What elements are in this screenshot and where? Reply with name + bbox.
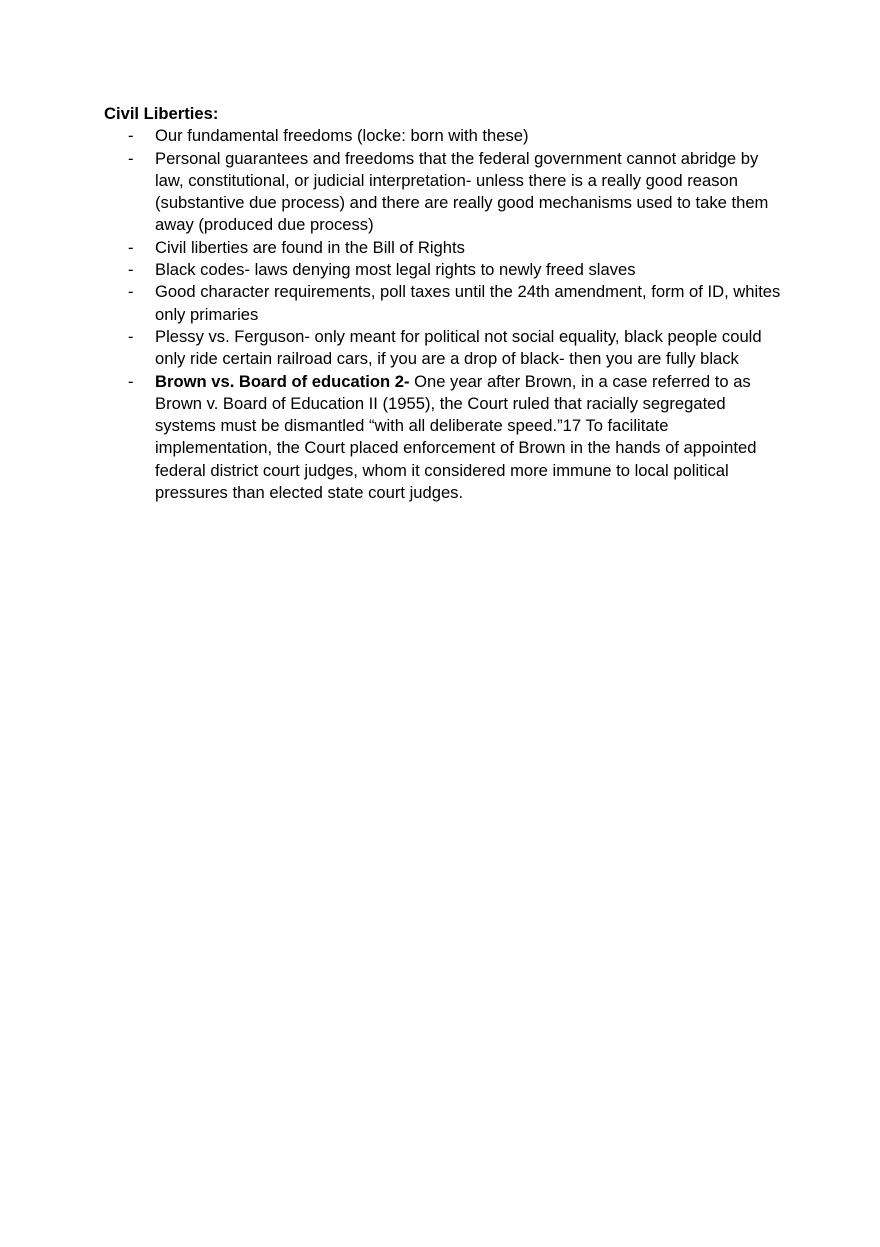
bullet-dash: - — [128, 237, 134, 257]
bullet-dash: - — [128, 148, 134, 168]
list-item-text: One year after Brown, in a case referred to as Brown v. Board of Education II (1955), the Court ruled that racially segregated systems must be dismantled “with all deliberate speed.”17 To facilitate implementation, the Court placed enforcement of Brown in the hands of appointed federal district court judges, whom it considered more immune to local political pressures than elected state court judges. — [155, 371, 757, 503]
bullet-dash: - — [128, 326, 134, 346]
bullet-dash: - — [128, 371, 134, 391]
list-item-text: Black codes- laws denying most legal rights to newly freed slaves — [155, 260, 636, 280]
list-item — [104, 125, 784, 147]
list-item-text: Plessy vs. Ferguson- only meant for political not social equality, black people could only ride certain railroad cars, if you are a drop of black- then you are fully black — [155, 326, 762, 369]
bullet-dash: - — [128, 126, 134, 146]
notes-list — [104, 125, 784, 504]
list-item — [104, 371, 784, 505]
list-item-text: Good character requirements, poll taxes until the 24th amendment, form of ID, whites only primaries — [155, 282, 781, 324]
document-body — [104, 103, 784, 504]
list-item — [104, 148, 784, 237]
list-item-bold-lead: Brown vs. Board of education 2- — [155, 371, 410, 391]
bullet-dash: - — [128, 282, 134, 302]
section-heading: Civil Liberties: — [104, 104, 219, 123]
list-item — [104, 259, 784, 281]
bullet-dash: - — [128, 260, 134, 280]
list-item-text: Our fundamental freedoms (locke: born with these) — [155, 126, 529, 146]
list-item — [104, 281, 784, 326]
list-item — [104, 326, 784, 371]
list-item — [104, 237, 784, 259]
list-item-text: Personal guarantees and freedoms that the federal government cannot abridge by law, constitutional, or judicial interpretation- unless there is a really good reason (substantive due process) and there are really good mechanisms used to take them away (produced due process) — [155, 148, 769, 235]
list-item-text: Civil liberties are found in the Bill of Rights — [155, 237, 465, 257]
